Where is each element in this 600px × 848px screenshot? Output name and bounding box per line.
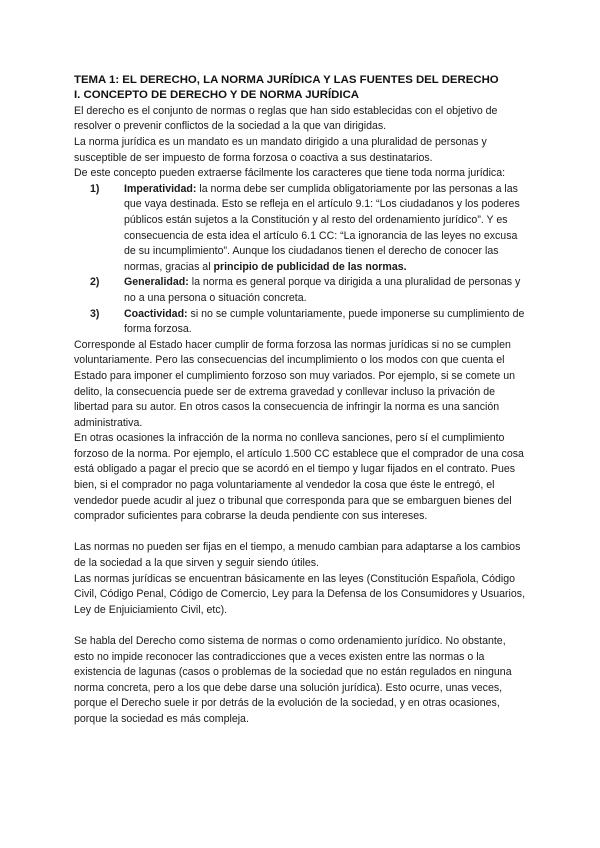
paragraph-definition-norma: La norma jurídica es un mandato es un mandato dirigido a una pluralidad de personas y susceptible de ser impuesto de forma forzosa o coactiva a sus destinatarios. (74, 136, 487, 164)
list-term: Generalidad: (124, 276, 189, 289)
section-heading: I. CONCEPTO DE DERECHO Y DE NORMA JURÍDICA (74, 89, 360, 102)
paragraph-definition-derecho: El derecho es el conjunto de normas o reglas que han sido establecidas con el objetivo de resolver o prevenir conflictos de la sociedad a la que van dirigidas. (74, 104, 498, 133)
paragraph-infraccion: En otras ocasiones la infracción de la norma no conlleva sanciones, pero sí el cumplimiento forzoso de la norma. Por ejemplo, el artículo 1.500 CC establece que el comprador de una cosa está obligado a pagar el precio que se acordó en el tiempo y lugar fijados en el contrato. Pues bien, si el comprador no paga voluntariamente al vendedor la cosa que éste le entregó, el vendedor puede acudir al juez o tribunal que corresponda para que se embarguen bienes del comprador suficientes para cobrarse la deuda pendiente con sus intereses. (74, 432, 524, 523)
paragraph-spacer (74, 525, 526, 541)
list-term: Coactividad: (124, 307, 188, 320)
list-item-coactividad (74, 307, 526, 338)
list-number: 2) (90, 276, 100, 289)
list-text: la norma debe ser cumplida obligatoriamente por las personas a las que vaya destinada. Esto se refleja en el artículo 9.1: “Los ciudadanos y los poderes públicos están sujetos a la Constitución y al resto del ordenamiento jurídico”. Y es consecuencia de esta idea el artículo 6.1 CC: “La ignorancia de las leyes no excusa de su incumplimiento”. Aunque los ciudadanos tienen el derecho de conocer las normas, gracias al (124, 182, 520, 273)
list-number: 3) (90, 307, 100, 320)
list-number: 1) (90, 182, 100, 195)
document-title (74, 73, 526, 104)
paragraph-sistema: Se habla del Derecho como sistema de normas o como ordenamiento jurídico. No obstante, esto no impide reconocer las contradicciones que a veces existen entre las normas o la existencia de lagunas (casos o problemas de la sociedad que no están regulados en ninguna norma concreta, pero a los que debe darse una solución jurídica). Esto ocurre, unas veces, porque el Derecho suele ir por detrás de la evolución de la sociedad, y en otras ocasiones, porque la sociedad es más compleja. (74, 635, 512, 725)
paragraph-estado: Corresponde al Estado hacer cumplir de forma forzosa las normas jurídicas si no se cumplen voluntariamente. Pero las consecuencias del incumplimiento o los modos con que cuenta el Estado para imponer el cumplimiento forzoso son muy variados. Por ejemplo, si se comete un delito, la consecuencia puede ser de extrema gravedad y conllevar incluso la privación de libertad para su autor. En otros casos la consecuencia de infringir la norma es una sanción administrativa. (74, 338, 516, 429)
paragraph-spacer (74, 618, 526, 634)
list-emphasis: principio de publicidad de las normas. (213, 260, 407, 273)
paragraph-cambios: Las normas no pueden ser fijas en el tiempo, a menudo cambian para adaptarse a los cambios de la sociedad a la que sirven y seguir siendo útiles. (74, 541, 521, 570)
paragraph-characteristics-intro: De este concepto pueden extraerse fácilmente los caracteres que tiene toda norma jurídica: (74, 167, 506, 180)
list-text: la norma es general porque va dirigida a una pluralidad de personas y no a una persona o situación concreta. (124, 276, 521, 304)
list-term: Imperatividad: (124, 182, 197, 195)
document-page (74, 73, 526, 728)
paragraph-leyes: Las normas jurídicas se encuentran básicamente en las leyes (Constitución Española, Código Civil, Código Penal, Código de Comercio, Ley para la Defensa de los Consumidores y Usuarios, Ley de Enjuiciamiento Civil, etc). (74, 572, 526, 616)
list-item-generalidad (74, 275, 526, 306)
list-text: si no se cumple voluntariamente, puede imponerse su cumplimiento de forma forzosa. (124, 307, 525, 336)
list-item-imperatividad (74, 182, 526, 276)
title-line-1: TEMA 1: EL DERECHO, LA NORMA JURÍDICA Y LAS FUENTES DEL DERECHO (74, 74, 499, 86)
characteristics-list (74, 182, 526, 338)
